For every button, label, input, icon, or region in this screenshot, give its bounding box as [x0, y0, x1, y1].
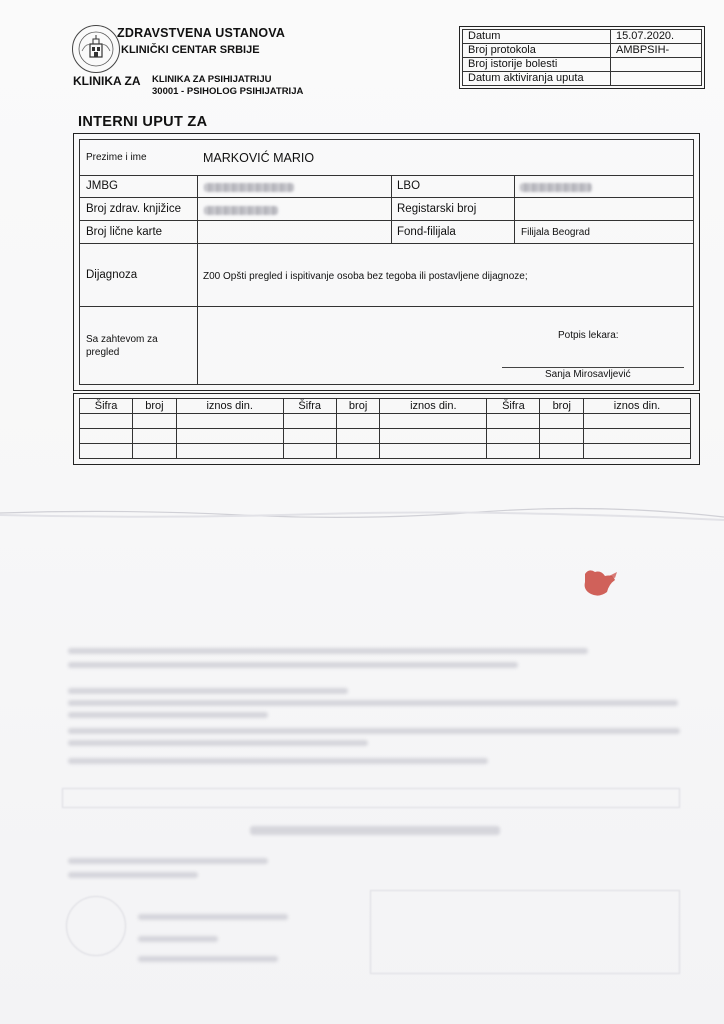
- bleed-through-decoration: [370, 890, 680, 974]
- bleed-through-decoration: [68, 688, 348, 694]
- document-title: INTERNI UPUT ZA: [78, 114, 208, 130]
- patient-form: [73, 133, 700, 391]
- klinika-label: KLINIKA ZA: [73, 74, 141, 88]
- column-header: broj: [540, 399, 584, 414]
- column-header: broj: [336, 399, 380, 414]
- column-header: iznos din.: [380, 399, 487, 414]
- meta-label: Datum: [463, 30, 611, 44]
- jmbg-label: JMBG: [86, 180, 118, 192]
- meta-value: [611, 72, 702, 86]
- meta-row-activation: [463, 72, 702, 86]
- bleed-through-decoration: [68, 728, 680, 734]
- form-column-divider: [391, 175, 392, 243]
- bleed-through-decoration: [250, 826, 500, 835]
- bleed-through-decoration: [68, 662, 518, 668]
- form-divider: [80, 220, 693, 221]
- column-header: Šifra: [80, 399, 133, 414]
- health-book-redacted: [204, 206, 278, 215]
- bleed-through-decoration: [138, 936, 218, 942]
- form-column-divider: [514, 175, 515, 243]
- form-column-divider: [197, 175, 198, 384]
- stain-decoration: [579, 566, 619, 600]
- name-label: Prezime i ime: [86, 152, 147, 163]
- codes-table-box: [73, 393, 700, 465]
- department-name: 30001 - PSIHOLOG PSIHIJATRIJA: [152, 86, 304, 97]
- column-header: Šifra: [283, 399, 336, 414]
- form-divider: [80, 175, 693, 176]
- diagnosis-label: Dijagnoza: [86, 269, 138, 281]
- table-row: [80, 414, 691, 429]
- request-label: Sa zahtevom za pregled: [86, 334, 158, 358]
- form-divider: [80, 243, 693, 244]
- bleed-through-decoration: [68, 700, 678, 706]
- column-header: broj: [133, 399, 177, 414]
- bleed-through-decoration: [68, 740, 368, 746]
- bleed-through-decoration: [68, 648, 588, 654]
- doctor-name: Sanja Mirosavljević: [545, 369, 631, 380]
- klinika-name-block: [152, 74, 303, 98]
- table-row: [80, 429, 691, 444]
- form-divider: [80, 306, 693, 307]
- bleed-through-decoration: [68, 758, 488, 764]
- signature-line: [502, 367, 684, 368]
- paper-fold-decoration: [0, 503, 724, 527]
- signature-label: Potpis lekara:: [558, 330, 619, 341]
- column-header: iznos din.: [584, 399, 691, 414]
- meta-label: Datum aktiviranja uputa: [463, 72, 611, 86]
- meta-value: 15.07.2020.: [611, 30, 702, 44]
- form-divider: [80, 197, 693, 198]
- fund-label: Fond-filijala: [397, 226, 456, 238]
- bleed-through-decoration: [138, 956, 278, 962]
- lbo-label: LBO: [397, 180, 421, 192]
- meta-row-date: [463, 30, 702, 44]
- document-meta-table: [459, 26, 705, 89]
- klinika-name: KLINIKA ZA PSIHIJATRIJU: [152, 74, 272, 85]
- bleed-through-decoration: [68, 858, 268, 864]
- meta-label: Broj istorije bolesti: [463, 58, 611, 72]
- bleed-through-decoration: [68, 712, 268, 718]
- lbo-redacted: [520, 183, 592, 192]
- patient-form-inner: [79, 139, 694, 385]
- bleed-through-decoration: [66, 896, 126, 956]
- meta-row-history: [463, 58, 702, 72]
- institution-seal-icon: [72, 25, 120, 73]
- codes-header-row: [80, 399, 691, 414]
- meta-value: [611, 58, 702, 72]
- column-header: iznos din.: [176, 399, 283, 414]
- meta-value: AMBPSIH-: [611, 44, 702, 58]
- column-header: Šifra: [487, 399, 540, 414]
- institution-name: ZDRAVSTVENA USTANOVA: [117, 26, 286, 40]
- meta-row-protocol: [463, 44, 702, 58]
- meta-label: Broj protokola: [463, 44, 611, 58]
- id-card-label: Broj lične karte: [86, 226, 163, 238]
- jmbg-redacted: [204, 183, 294, 192]
- health-book-label: Broj zdrav. knjižice: [86, 203, 182, 215]
- patient-name: MARKOVIĆ MARIO: [203, 151, 315, 165]
- bleed-through-decoration: [138, 914, 288, 920]
- codes-table: [79, 398, 691, 459]
- institution-center: KLINIČKI CENTAR SRBIJE: [121, 44, 260, 56]
- registry-label: Registarski broj: [397, 203, 477, 215]
- bleed-through-decoration: [62, 788, 680, 808]
- fund-value: Filijala Beograd: [521, 227, 590, 238]
- bleed-through-decoration: [68, 872, 198, 878]
- diagnosis-value: Z00 Opšti pregled i ispitivanje osoba bez tegoba ili postavljene dijagnoze;: [203, 271, 528, 282]
- table-row: [80, 444, 691, 459]
